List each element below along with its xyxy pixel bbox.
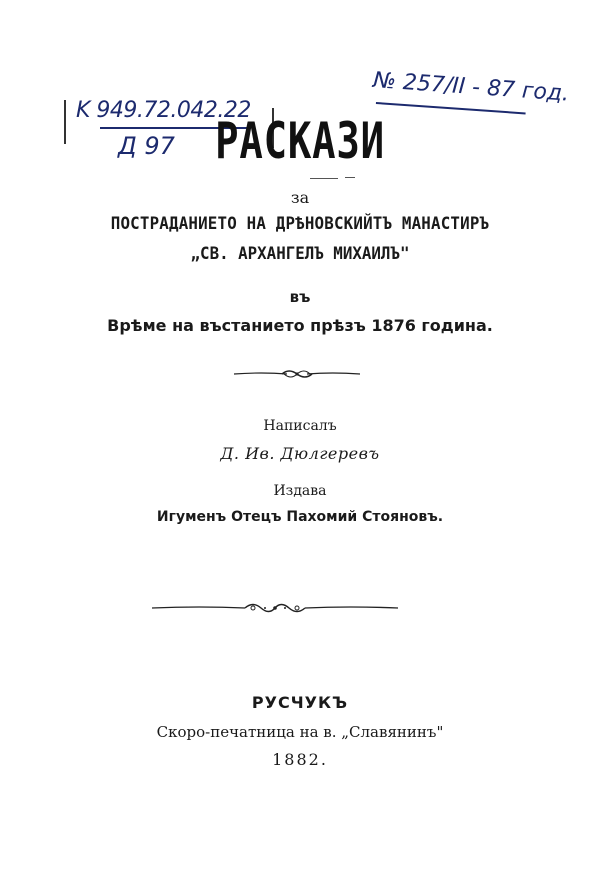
inventory-number-handwritten: № 257/II - 87 год. [372,68,570,107]
title-divider [345,177,355,178]
shelfmark-sub-handwritten: Д 97 [118,132,175,160]
preposition-za: за [290,188,310,207]
publisher-label: Издава [273,483,327,499]
subtitle-line-1: ПОСТРАДАНИЕТО НА ДРѢНОВСКИЙТЪ МАНАСТИРЪ [110,214,490,234]
subtitle-line-2: „СВ. АРХАНГЕЛЪ МИХАИЛЪ" [190,244,410,264]
author-label: Написалъ [263,418,337,434]
shelfmark-handwritten: K 949.72.042.22 [76,98,251,123]
publication-year: 1882. [272,750,328,769]
publication-city: РУСЧУКЪ [251,693,349,712]
preposition-v: въ [289,288,311,306]
ornament-divider [150,598,400,618]
book-title: РАСКАЗИ [215,112,385,170]
title-divider [310,178,338,179]
subtitle-line-3: Врѣме на въстанието прѣзъ 1876 година. [107,316,493,335]
printing-house: Скоро-печатница на в. „Славянинъ" [156,723,444,741]
publisher-name: Игуменъ Отецъ Пахомий Стояновъ. [156,509,444,525]
ornament-divider [232,366,362,382]
author-name: Д. Ив. Дюлгеревъ [220,444,380,463]
